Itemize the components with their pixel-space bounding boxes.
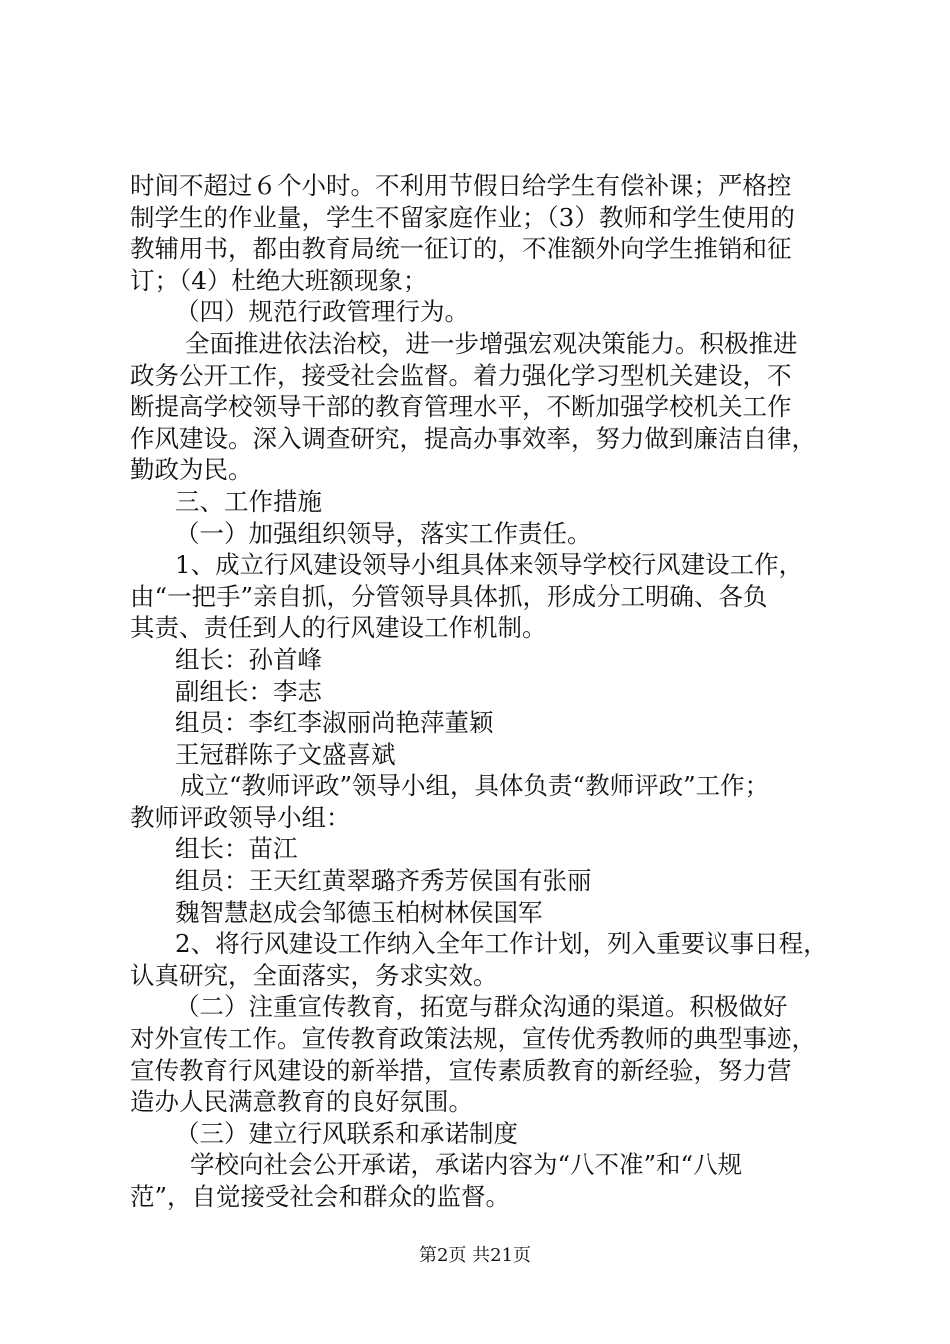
text-line: （二）注重宣传教育，拓宽与群众沟通的渠道。积极做好 xyxy=(175,992,788,1022)
text-line: 三、工作措施 xyxy=(175,486,322,516)
text-line: 造办人民满意教育的良好氛围。 xyxy=(130,1087,473,1117)
text-line: 其责、责任到人的行风建设工作机制。 xyxy=(130,613,547,643)
text-line: 组长：苗江 xyxy=(175,834,298,864)
text-line: 全面推进依法治校，进一步增强宏观决策能力。积极推进 xyxy=(185,328,798,358)
text-line: 组长：孙首峰 xyxy=(175,644,322,674)
text-line: 组员：王天红黄翠璐齐秀芳侯国有张丽 xyxy=(175,866,592,896)
text-line: 1、成立行风建设领导小组具体来领导学校行风建设工作， xyxy=(175,550,804,580)
text-line: （一）加强组织领导，落实工作责任。 xyxy=(175,518,592,548)
text-line: 魏智慧赵成会邹德玉柏树林侯国军 xyxy=(175,897,543,927)
text-line: 作风建设。深入调查研究，提高办事效率，努力做到廉洁自律， xyxy=(130,423,816,453)
text-line: 教辅用书，都由教育局统一征订的，不准额外向学生推销和征 xyxy=(130,234,792,264)
text-line: 2、将行风建设工作纳入全年工作计划，列入重要议事日程， xyxy=(175,929,828,959)
text-line: 王冠群陈子文盛喜斌 xyxy=(175,739,396,769)
text-line: 订；（4）杜绝大班额现象； xyxy=(130,265,428,295)
text-line: 宣传教育行风建设的新举措，宣传素质教育的新经验，努力营 xyxy=(130,1055,792,1085)
text-line: 政务公开工作，接受社会监督。着力强化学习型机关建设，不 xyxy=(130,360,792,390)
page-footer: 第2页 共21页 xyxy=(418,1245,532,1266)
text-line: 成立“教师评政”领导小组，具体负责“教师评政”工作； xyxy=(180,771,770,801)
text-line: 副组长：李志 xyxy=(175,676,322,706)
text-line: 组员：李红李淑丽尚艳萍董颖 xyxy=(175,708,494,738)
text-line: 认真研究，全面落实，务求实效。 xyxy=(130,960,498,990)
text-line: 对外宣传工作。宣传教育政策法规，宣传优秀教师的典型事迹， xyxy=(130,1024,816,1054)
text-line: 学校向社会公开承诺，承诺内容为“八不准”和“八规 xyxy=(190,1150,743,1180)
text-line: 断提高学校领导干部的教育管理水平，不断加强学校机关工作 xyxy=(130,392,792,422)
text-line: 教师评政领导小组： xyxy=(130,802,351,832)
text-line: 勤政为民。 xyxy=(130,455,253,485)
text-line: 时间不超过６个小时。不利用节假日给学生有偿补课；严格控 xyxy=(130,171,792,200)
document-body xyxy=(130,170,830,1213)
text-line: 制学生的作业量，学生不留家庭作业；（3）教师和学生使用的 xyxy=(130,202,795,232)
text-line: （三）建立行风联系和承诺制度 xyxy=(175,1118,518,1148)
text-line: 由“一把手”亲自抓，分管领导具体抓，形成分工明确、各负 xyxy=(130,581,768,611)
text-line: 范”，自觉接受社会和群众的监督。 xyxy=(130,1182,511,1211)
text-line: （四）规范行政管理行为。 xyxy=(175,297,469,327)
